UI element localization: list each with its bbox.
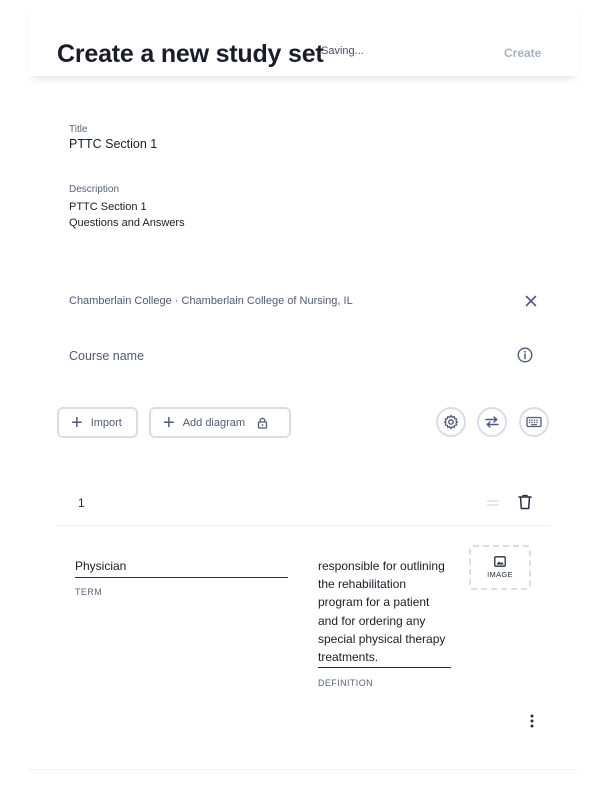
- info-icon[interactable]: [517, 347, 533, 363]
- gear-icon: [443, 414, 459, 430]
- definition-label: DEFINITION: [318, 678, 373, 688]
- description-field[interactable]: PTTC Section 1 Questions and Answers: [69, 201, 185, 229]
- import-label: Import: [90, 416, 122, 429]
- course-name-input[interactable]: Course name: [69, 349, 145, 363]
- image-label: IMAGE: [487, 570, 513, 579]
- page-title: Create a new study set: [57, 40, 324, 68]
- trash-icon[interactable]: [518, 494, 532, 510]
- page-header: [28, 0, 578, 76]
- drag-handle-icon[interactable]: [486, 496, 500, 510]
- create-button[interactable]: Create: [504, 46, 542, 60]
- school-chip: Chamberlain College · Chamberlain College of Nursing, IL: [69, 295, 353, 307]
- description-label: Description: [69, 184, 120, 195]
- title-label: Title: [69, 124, 88, 135]
- add-diagram-button[interactable]: [149, 407, 291, 438]
- lock-icon: [257, 417, 268, 429]
- add-diagram-label: Add diagram: [182, 416, 246, 429]
- image-icon: [494, 556, 506, 567]
- card-number: 1: [78, 496, 85, 510]
- keyboard-icon: [526, 414, 542, 430]
- saving-status: Saving...: [321, 45, 364, 57]
- more-options-icon[interactable]: [528, 713, 536, 729]
- import-button[interactable]: [57, 407, 138, 438]
- term-input[interactable]: Physician: [75, 559, 288, 578]
- settings-button[interactable]: [436, 407, 466, 437]
- term-label: TERM: [75, 587, 103, 597]
- definition-input[interactable]: responsible for outlining the rehabilitation program for a patient and for ordering any special physical therapy treatments.: [318, 557, 451, 668]
- swap-button[interactable]: [477, 407, 507, 437]
- plus-icon: +: [163, 411, 175, 434]
- add-image-button[interactable]: [469, 545, 531, 590]
- card-header: [56, 481, 550, 526]
- title-field[interactable]: PTTC Section 1: [69, 137, 158, 151]
- close-icon[interactable]: [523, 293, 539, 309]
- divider: [28, 769, 578, 770]
- plus-icon: +: [71, 411, 83, 434]
- swap-icon: [484, 414, 500, 430]
- keyboard-button[interactable]: [519, 407, 549, 437]
